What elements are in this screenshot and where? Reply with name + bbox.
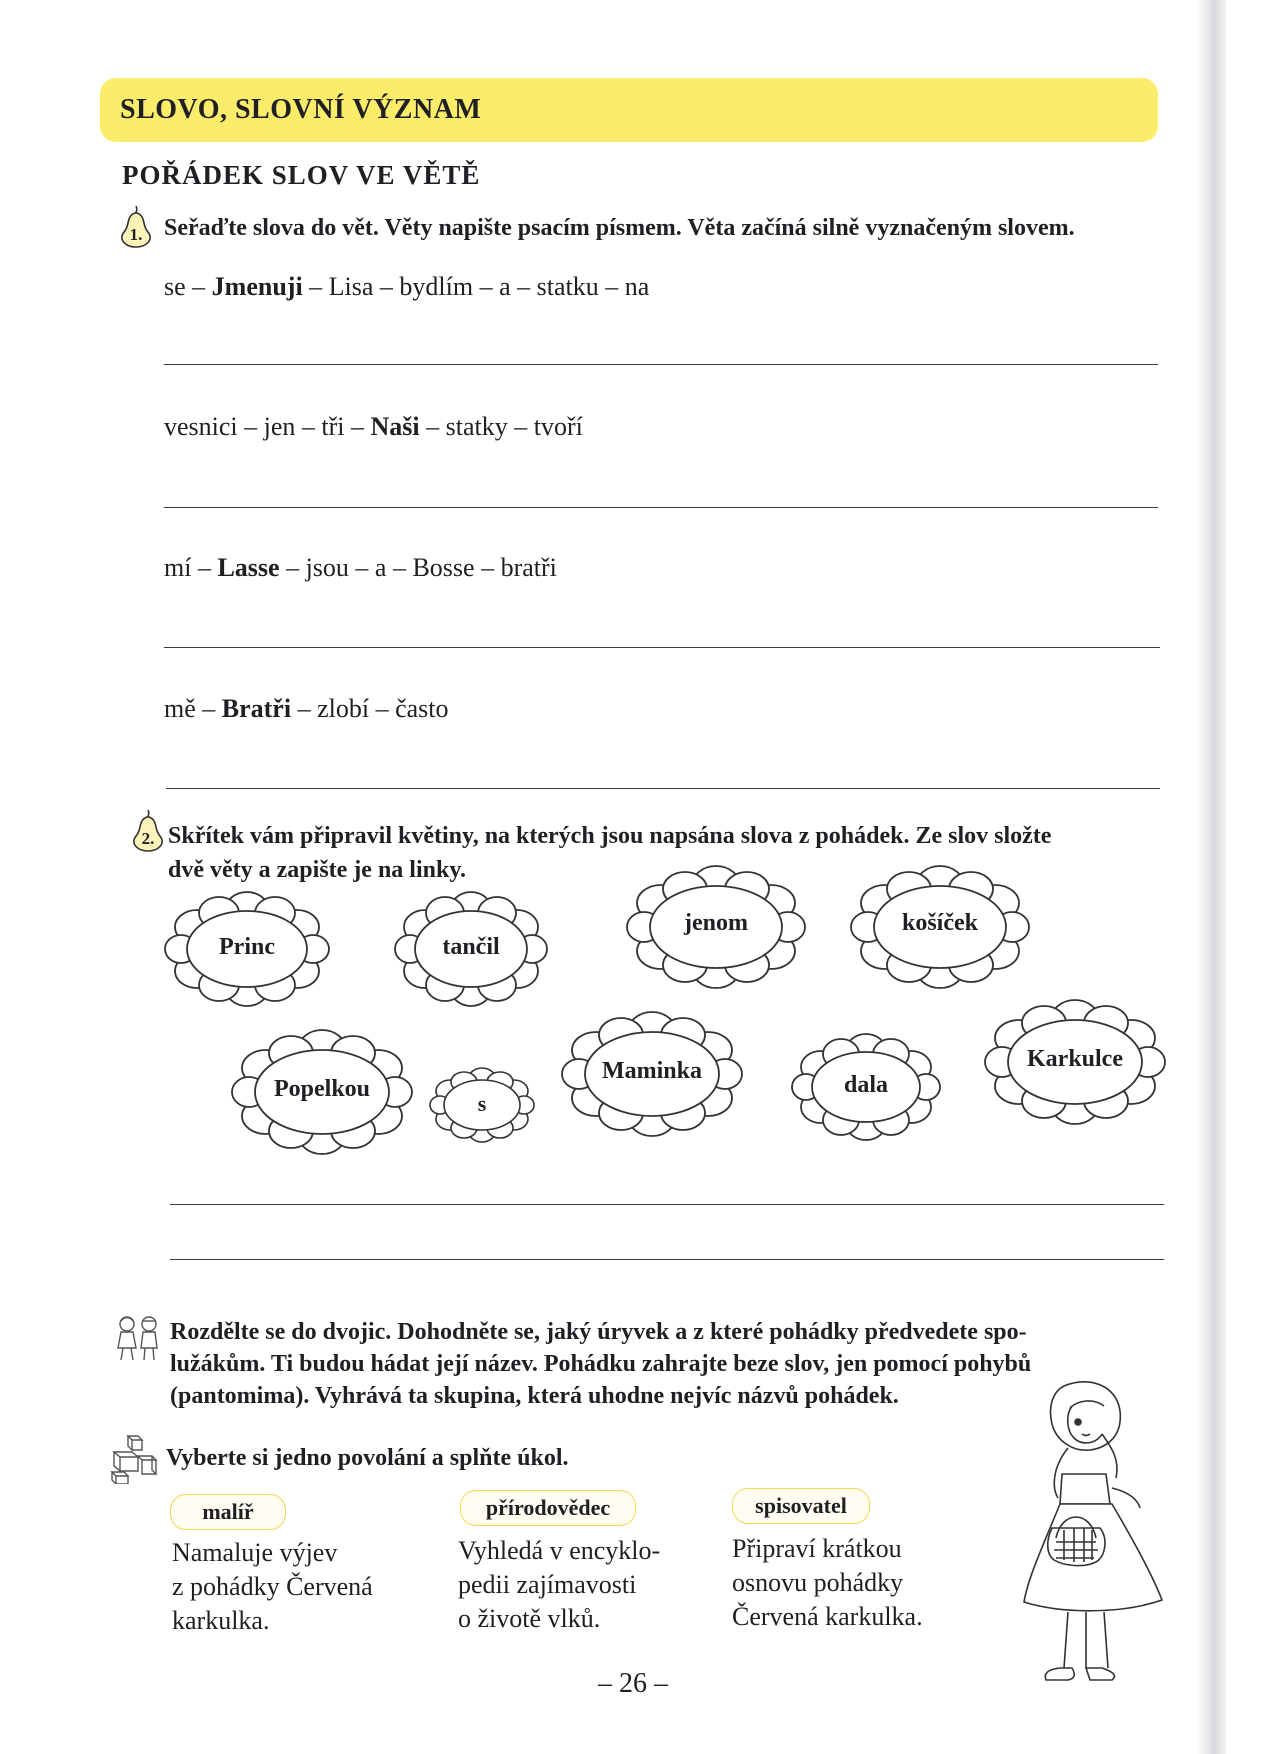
- job-task-spisovatel: [732, 1532, 992, 1634]
- answer-line-3[interactable]: [164, 647, 1160, 648]
- job-badge-prirodovedec[interactable]: přírodovědec: [460, 1490, 636, 1526]
- red-riding-hood-illustration: [1012, 1378, 1184, 1698]
- answer-line-6[interactable]: [170, 1259, 1164, 1260]
- job-task-prirodovedec: [458, 1534, 718, 1636]
- pair-of-children-icon: [112, 1312, 164, 1364]
- activity1-line1: Rozdělte se do dvojic. Dohodněte se, jaký úryvek a z které pohádky předvedete spo-: [170, 1319, 1027, 1345]
- word-flower-popelkou: [233, 1026, 411, 1158]
- word-flower-kosicek: [852, 862, 1028, 992]
- job-badge-malir[interactable]: malíř: [170, 1494, 286, 1530]
- task2-instruction-line2: dvě věty a zapište je na linky.: [168, 857, 466, 883]
- pear-number-icon: [130, 808, 166, 852]
- flower-word: s: [477, 1091, 487, 1116]
- job-task-line: Červená karkulka.: [732, 1602, 923, 1631]
- flower-word: Princ: [219, 934, 275, 960]
- flower-word: jenom: [684, 910, 748, 936]
- job-task-line: Vyhledá v encyklo-: [458, 1536, 661, 1565]
- section-title: SLOVO, SLOVNÍ VÝZNAM: [120, 94, 482, 125]
- job-badge-spisovatel[interactable]: spisovatel: [732, 1488, 870, 1524]
- job-task-line: Namaluje výjev: [172, 1538, 338, 1567]
- page-binding-shadow: [1196, 0, 1226, 1754]
- word-flower-tancil: [396, 888, 546, 1010]
- flower-word: Karkulce: [1027, 1046, 1123, 1072]
- word-flower-dala: [793, 1030, 939, 1144]
- word-row-3: mí – Lasse – jsou – a – Bosse – bratři: [164, 553, 557, 582]
- pear-number-icon: [118, 204, 154, 248]
- word-row-4: mě – Bratři – zlobí – často: [164, 694, 449, 723]
- job-task-line: Připraví krátkou: [732, 1534, 902, 1563]
- flower-word: Popelkou: [273, 1076, 371, 1102]
- job-task-line: z pohádky Červená: [172, 1572, 373, 1601]
- flower-word: tančil: [442, 934, 500, 960]
- task1-number: 1.: [129, 225, 143, 244]
- building-blocks-icon: [110, 1434, 158, 1484]
- answer-line-5[interactable]: [170, 1204, 1164, 1205]
- answer-line-1[interactable]: [164, 364, 1158, 365]
- word-flower-maminka: [563, 1008, 741, 1140]
- word-flower-karkulce: [986, 996, 1164, 1128]
- word-flower-s: [430, 1065, 534, 1145]
- page-number: – 26 –: [598, 1668, 668, 1699]
- flower-word: dala: [843, 1072, 888, 1098]
- answer-line-4[interactable]: [166, 788, 1160, 789]
- job-task-malir: [172, 1536, 432, 1638]
- activity1-line3: (pantomima). Vyhrává ta skupina, která uhodne nejvíc názvů pohádek.: [170, 1383, 899, 1409]
- flower-word: košíček: [901, 910, 978, 936]
- word-flower-jenom: [628, 862, 804, 992]
- activity1-line2: lužákům. Ti budou hádat její název. Pohádku zahrajte beze slov, jen pomocí pohybů: [170, 1351, 1032, 1377]
- job-task-line: o životě vlků.: [458, 1604, 601, 1633]
- word-row-2: vesnici – jen – tři – Naši – statky – tvoří: [164, 412, 583, 441]
- answer-line-2[interactable]: [164, 507, 1158, 508]
- task2-number: 2.: [141, 829, 155, 848]
- word-row-1: se – Jmenuji – Lisa – bydlím – a – statku – na: [164, 272, 650, 301]
- job-task-line: osnovu pohádky: [732, 1568, 904, 1597]
- flower-word: Maminka: [601, 1058, 702, 1084]
- job-task-line: pedii zajímavosti: [458, 1570, 637, 1599]
- lesson-subtitle: POŘÁDEK SLOV VE VĚTĚ: [122, 160, 481, 190]
- task2-instruction-line1: Skřítek vám připravil květiny, na kterých jsou napsána slova z pohádek. Ze slov složte: [168, 823, 1052, 849]
- section-header-band: [100, 78, 1158, 142]
- job-task-line: karkulka.: [172, 1606, 270, 1635]
- task1-instruction: Seřaďte slova do vět. Věty napište psacím písmem. Věta začíná silně vyznačeným slovem.: [164, 215, 1075, 241]
- word-flower-princ: [167, 888, 327, 1010]
- activity2-instruction: Vyberte si jedno povolání a splňte úkol.: [166, 1445, 569, 1471]
